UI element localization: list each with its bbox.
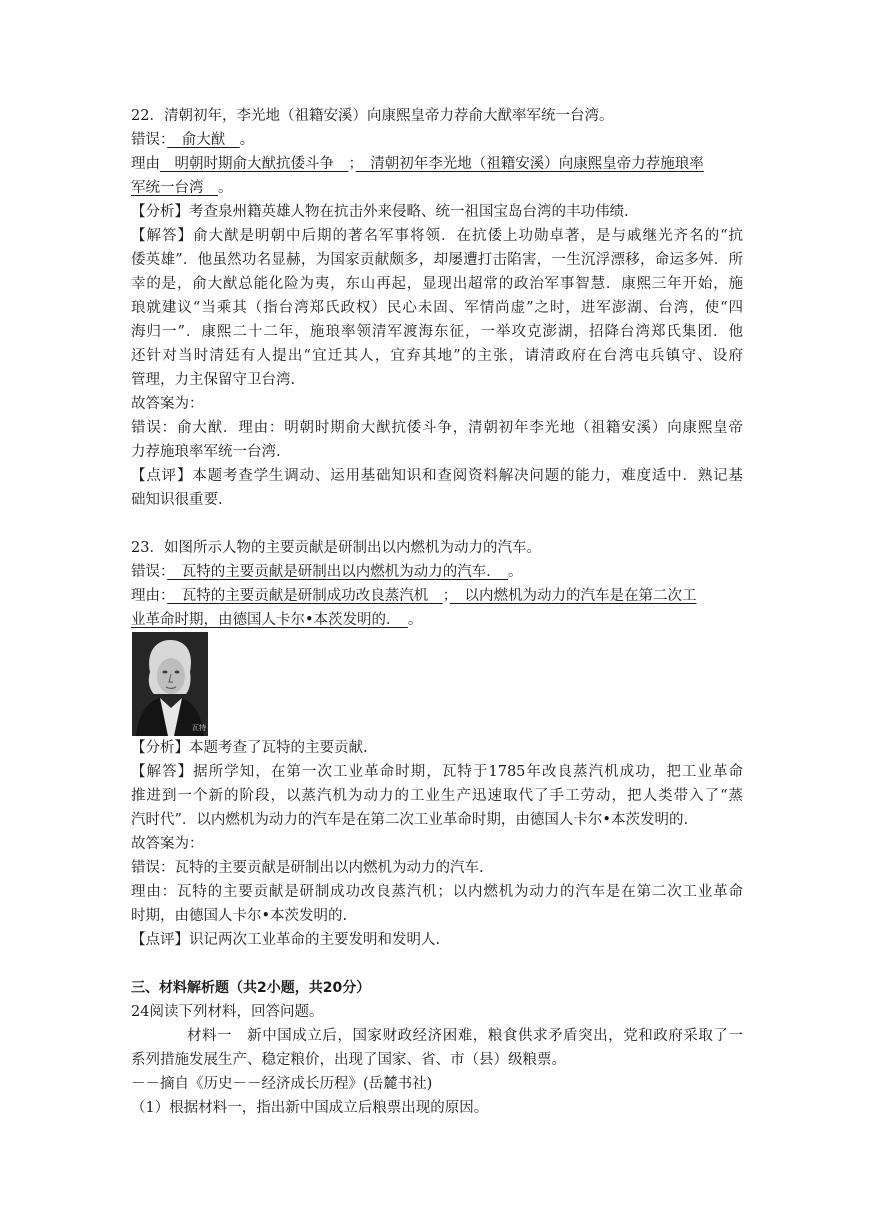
q22-final-line: 错误：俞大猷．理由：明朝时期俞大猷抗倭斗争，清朝初年李光地（祖籍安溪）向康熙皇帝 (131, 420, 743, 436)
q23-reason-label: 理由： (131, 588, 168, 604)
q22-reason-sep: ； (348, 156, 356, 172)
q22-answer-last: 管理，力主保留守卫台湾. (131, 372, 296, 388)
q22-answer-line: 海归一”．康熙二十二年，施琅率领清军渡海东征，一举攻克澎湖，招降台湾郑氏集团．他 (131, 324, 743, 340)
portrait-drawing (132, 632, 208, 736)
document-page (131, 104, 743, 1120)
q22-answer-line: 琅就建议“当乘其（指台湾郑氏政权）民心未固、军情尚虚”之时，进军澎湖、台湾，使“四 (131, 300, 743, 316)
q22-error-value: 俞大猷 (167, 132, 240, 148)
material-line: 系列措施发展生产、稳定粮价，出现了国家、省、市（县）级粮票。 (131, 1052, 566, 1068)
q22-answer-line: 【解答】俞大猷是明朝中后期的著名军事将领．在抗倭上功勋卓著，是与戚继光齐名的“抗 (131, 228, 743, 244)
q24-intro: 24阅读下列材料，回答问题。 (131, 1004, 324, 1020)
watt-portrait-image (132, 632, 208, 736)
q22-answer-line: 幸的是，俞大猷总能化险为夷，东山再起，显现出超常的政治军事智慧．康熙三年开始，施 (131, 276, 743, 292)
q22-reason-value2: 清朝初年李光地（祖籍安溪）向康熙皇帝力荐施琅率 (355, 156, 704, 172)
q22-error-line (131, 128, 743, 152)
q22-reason-label: 理由 (131, 156, 160, 172)
portrait-caption: 瓦特 (192, 724, 206, 732)
q22-reason-value1: 明朝时期俞大猷抗倭斗争 (160, 156, 349, 172)
q23-error-label: 错误： (131, 564, 168, 580)
q23-error-value: 瓦特的主要贡献是研制出以内燃机为动力的汽车． (167, 564, 508, 580)
q23-reason-line (131, 584, 743, 608)
q23-reason-cont-line (131, 608, 743, 632)
q22-error-end: 。 (239, 132, 255, 148)
q22-analysis: 【分析】考查泉州籍英雄人物在抗击外来侵略、统一祖国宝岛台湾的丰功伟绩. (131, 204, 629, 220)
q23-answer-line: 【解答】据所学知，在第一次工业革命时期，瓦特于1785年改良蒸汽机成功，把工业革命 (131, 764, 743, 780)
q23-analysis: 【分析】本题考查了瓦特的主要贡献. (131, 740, 368, 756)
q22-reason-end: 。 (218, 180, 233, 196)
q23-final-error: 错误：瓦特的主要贡献是研制出以内燃机为动力的汽车. (131, 860, 484, 876)
q23-answer-line: 推进到一个新的阶段，以蒸汽机为动力的工业生产迅速取代了手工劳动，把人类带入了“蒸 (131, 788, 743, 804)
q23-error-end: 。 (508, 564, 523, 580)
q23-reason-value2-cont: 业革命时期，由德国人卡尔•本茨发明的． (131, 612, 408, 628)
q22-reason-value2-cont: 军统一台湾 (131, 180, 218, 196)
material-line: 材料一 新中国成立后，国家财政经济困难，粮食供求矛盾突出，党和政府采取了一 (187, 1028, 743, 1044)
section3-heading: 三、材料解析题（共2小题，共20分） (131, 980, 371, 996)
q23-reason-sep: ； (442, 588, 450, 604)
q22-final-last: 力荐施琅率军统一台湾. (131, 444, 281, 460)
q23-answer-last: 汽时代”．以内燃机为动力的汽车是在第二次工业革命时期，由德国人卡尔•本茨发明的. (131, 812, 689, 828)
q24-question1: （1）根据材料一，指出新中国成立后粮票出现的原因。 (131, 1100, 489, 1116)
q23-final-reason: 理由：瓦特的主要贡献是研制成功改良蒸汽机；以内燃机为动力的汽车是在第二次工业革命 (131, 884, 743, 900)
q22-comment-line: 【点评】本题考查学生调动、运用基础知识和查阅资料解决问题的能力，难度适中．熟记基 (131, 468, 743, 484)
q22-comment-last: 础知识很重要. (131, 492, 223, 508)
q23-stem: 23．如图所示人物的主要贡献是研制出以内燃机为动力的汽车。 (131, 540, 541, 556)
q22-answer-line: 还针对当时清廷有人提出“宜迁其人，宜弃其地”的主张，请清政府在台湾屯兵镇守、设府 (131, 348, 743, 364)
q23-reason-value1: 瓦特的主要贡献是研制成功改良蒸汽机 (167, 588, 443, 604)
q22-answer-line: 倭英雄”．他虽然功名显赫，为国家贡献颇多，却屡遭打击陷害，一生沉浮漂移，命运多舛．所 (131, 252, 743, 268)
material-source: －－摘自《历史－－经济成长历程》(岳麓书社) (131, 1076, 433, 1092)
q23-error-line (131, 560, 743, 584)
q22-stem: 22．清朝初年，李光地（祖籍安溪）向康熙皇帝力荐俞大猷率军统一台湾。 (131, 108, 614, 124)
q22-so-answer: 故答案为： (131, 396, 204, 412)
q23-reason-end: 。 (407, 612, 423, 628)
q22-reason-line (131, 152, 743, 176)
q23-final-reason-last: 时期，由德国人卡尔•本茨发明的. (131, 908, 348, 924)
q23-so-answer: 故答案为： (131, 836, 204, 852)
q22-error-label: 错误： (131, 132, 168, 148)
q23-reason-value2: 以内燃机为动力的汽车是在第二次工 (450, 588, 697, 604)
q23-comment: 【点评】识记两次工业革命的主要发明和发明人. (131, 932, 441, 948)
q22-reason-cont-line (131, 176, 743, 200)
